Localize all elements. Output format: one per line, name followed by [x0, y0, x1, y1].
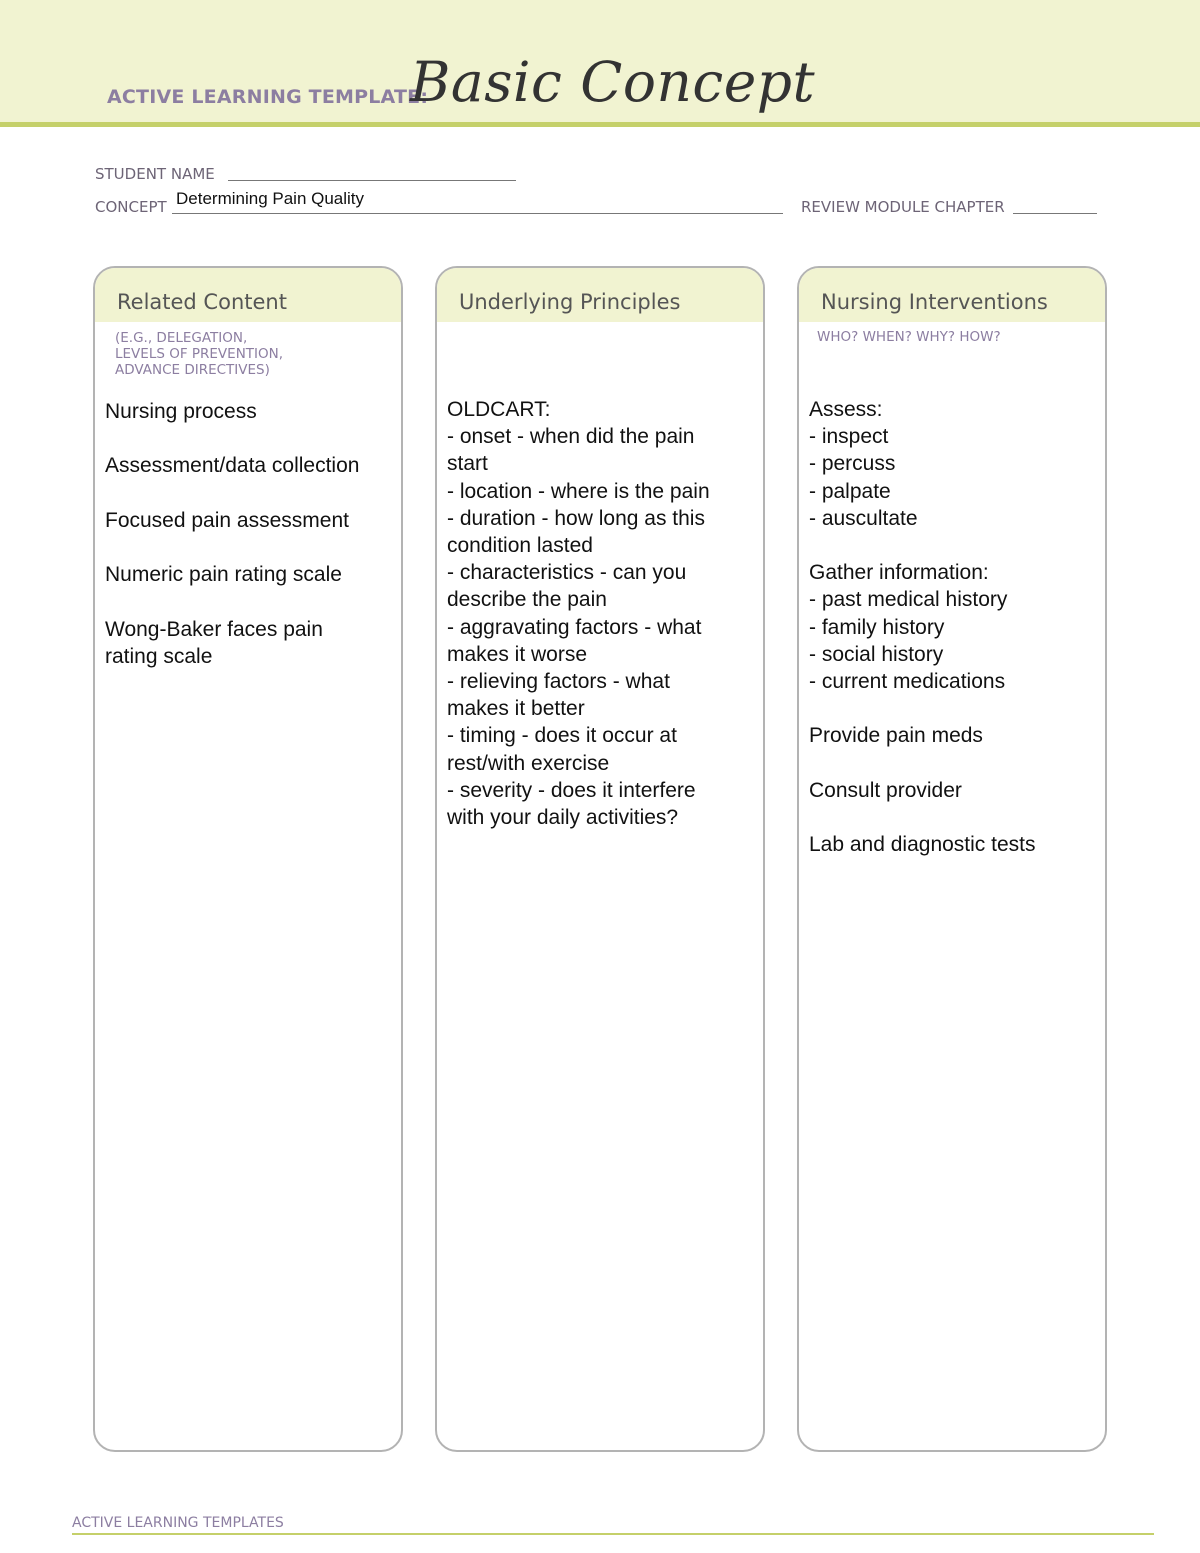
nursing-interventions-body [809, 396, 1097, 858]
intervention-line: Gather information: [809, 561, 989, 585]
principle-line: - duration - how long as this [447, 506, 705, 530]
intervention-line: Provide pain meds [809, 724, 983, 748]
related-line: Wong-Baker faces pain [105, 617, 323, 641]
footer-label: ACTIVE LEARNING TEMPLATES [72, 1515, 284, 1531]
panel-subtitle: WHO? WHEN? WHY? HOW? [817, 329, 1001, 345]
principle-line: - location - where is the pain [447, 479, 710, 503]
header-rule [0, 122, 1200, 127]
related-line: Focused pain assessment [105, 508, 349, 532]
subtitle-line: (E.G., DELEGATION, [115, 330, 248, 346]
review-module-field[interactable] [1013, 213, 1097, 214]
panel-title: Related Content [117, 290, 287, 314]
concept-value: Determining Pain Quality [176, 189, 365, 208]
principle-line: - timing - does it occur at [447, 724, 677, 748]
principle-line: - aggravating factors - what [447, 615, 702, 639]
footer-rule [72, 1533, 1154, 1535]
principle-line: OLDCART: [447, 398, 551, 421]
concept-label: CONCEPT [95, 198, 167, 216]
underlying-principles-body [447, 396, 755, 831]
intervention-line: Assess: [809, 398, 883, 421]
intervention-line: - social history [809, 642, 944, 666]
principle-line: - severity - does it interfere [447, 778, 696, 802]
student-name-field[interactable] [228, 180, 516, 181]
principle-line: - characteristics - can you [447, 561, 687, 585]
subtitle-line: LEVELS OF PREVENTION, [115, 346, 284, 362]
intervention-line: - percuss [809, 452, 896, 476]
principle-line: with your daily activities? [447, 806, 679, 830]
template-title: Basic Concept [410, 50, 816, 114]
intervention-line: - current medications [809, 670, 1006, 694]
panel-title: Underlying Principles [459, 290, 681, 314]
underlying-principles-panel [435, 266, 765, 1452]
related-line: Numeric pain rating scale [105, 563, 342, 587]
related-line: Assessment/data collection [105, 454, 360, 478]
subtitle-line: ADVANCE DIRECTIVES) [115, 362, 270, 378]
intervention-line: - inspect [809, 425, 889, 449]
review-module-label: REVIEW MODULE CHAPTER [801, 198, 1005, 216]
intervention-line: - palpate [809, 479, 891, 503]
related-line: Nursing process [105, 400, 257, 423]
related-content-panel [93, 266, 403, 1452]
principle-line: makes it better [447, 697, 585, 721]
related-content-body [105, 398, 393, 670]
principle-line: condition lasted [447, 534, 593, 558]
panel-subtitle [115, 330, 283, 378]
intervention-line: Lab and diagnostic tests [809, 833, 1036, 857]
template-label: ACTIVE LEARNING TEMPLATE: [107, 86, 429, 108]
intervention-line: - past medical history [809, 588, 1008, 612]
related-line: rating scale [105, 644, 213, 668]
concept-field[interactable] [172, 213, 783, 214]
panel-title: Nursing Interventions [821, 290, 1048, 314]
intervention-line: - family history [809, 615, 945, 639]
principle-line: - relieving factors - what [447, 670, 670, 694]
student-name-label: STUDENT NAME [95, 165, 215, 183]
principle-line: makes it worse [447, 642, 588, 666]
principle-line: - onset - when did the pain [447, 425, 695, 449]
intervention-line: Consult provider [809, 778, 962, 802]
principle-line: describe the pain [447, 588, 607, 612]
principle-line: rest/with exercise [447, 751, 610, 775]
principle-line: start [447, 452, 488, 476]
intervention-line: - auscultate [809, 506, 918, 530]
nursing-interventions-panel [797, 266, 1107, 1452]
